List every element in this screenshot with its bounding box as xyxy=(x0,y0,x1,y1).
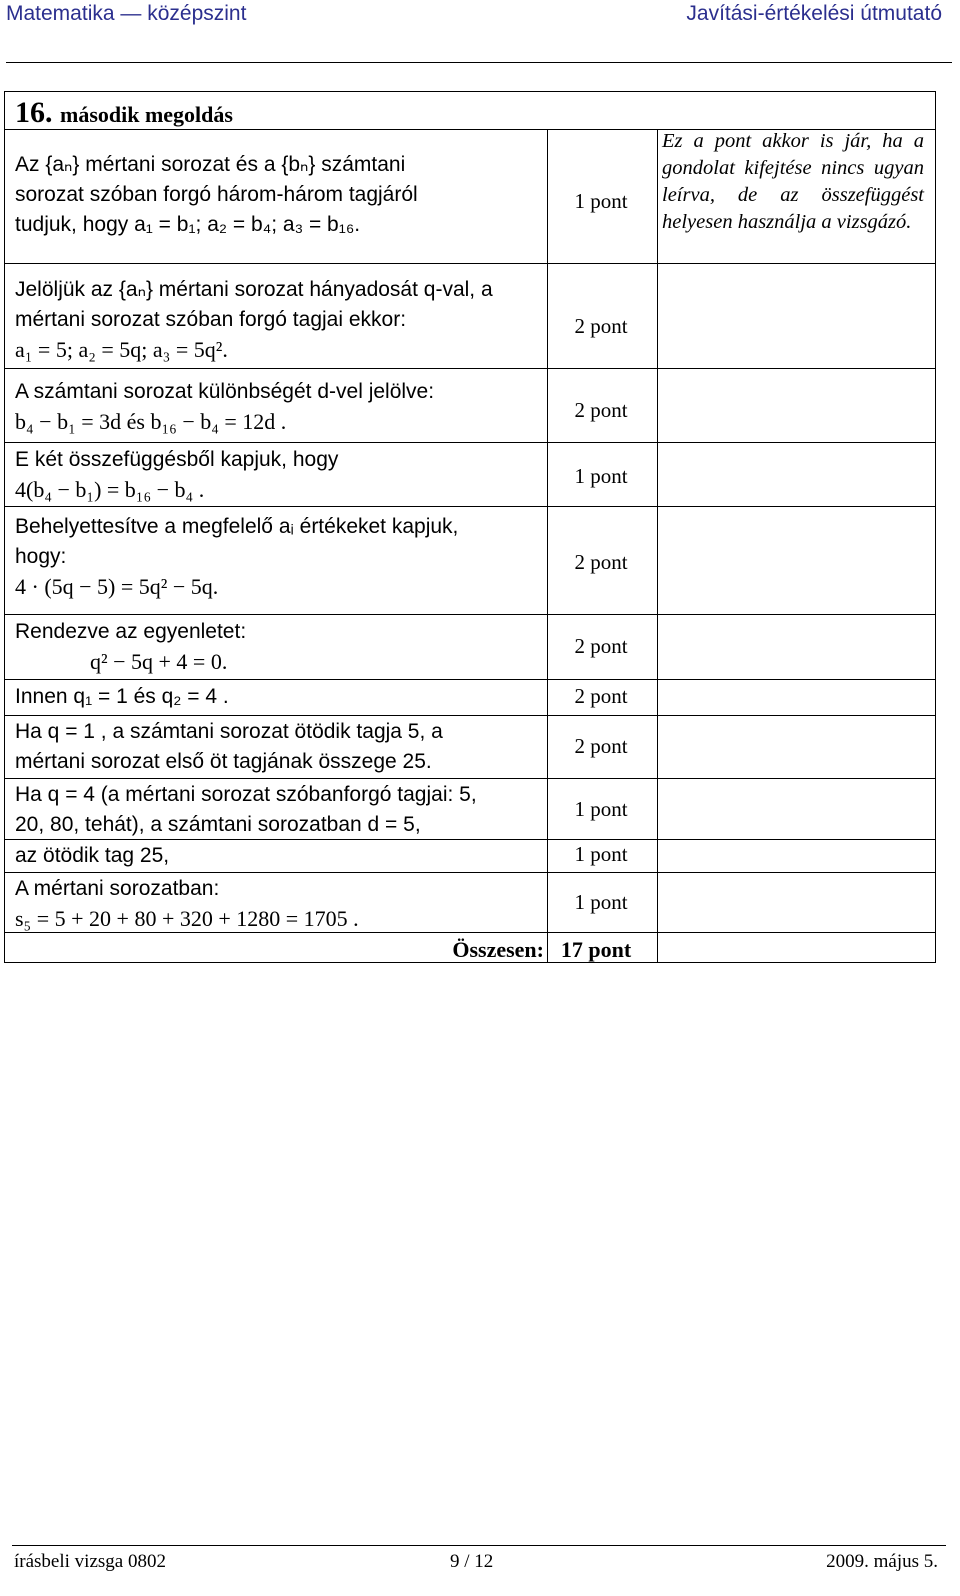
row-divider xyxy=(5,506,935,507)
step-points: 2 pont xyxy=(574,634,628,658)
row-divider xyxy=(5,263,935,264)
row-divider xyxy=(5,872,935,873)
header-rule xyxy=(6,62,952,63)
header-subject: Matematika — középszint xyxy=(6,2,247,25)
step-points: 1 pont xyxy=(574,464,628,488)
row-divider xyxy=(5,368,935,369)
column-divider-2 xyxy=(657,129,658,962)
row-divider xyxy=(5,715,935,716)
footer-page-number: 9 / 12 xyxy=(450,1551,494,1572)
footer-exam-id: írásbeli vizsga 0802 xyxy=(14,1551,166,1572)
step-points: 2 pont xyxy=(574,684,628,708)
solution-step: Innen q₁ = 1 és q₂ = 4 . xyxy=(15,685,229,708)
row-divider xyxy=(5,778,935,779)
solution-step: Ha q = 1 , a számtani sorozat ötödik tagja 5, a mértani sorozat első öt tagjának összege 25. xyxy=(15,720,443,773)
step-points: 1 pont xyxy=(574,890,628,914)
footer-date: 2009. május 5. xyxy=(826,1551,938,1572)
footer-rule xyxy=(12,1545,946,1546)
step-points: 2 pont xyxy=(574,550,628,574)
grading-note: Ez a pont akkor is jár, ha a gondolat kifejtése nincs ugyan leírva, de az összefüggést helyesen használja a vizsgázó. xyxy=(662,130,924,233)
solution-step: az ötödik tag 25, xyxy=(15,844,170,867)
page-header xyxy=(0,0,960,46)
solution-step: Ha q = 4 (a mértani sorozat szóbanforgó tagjai: 5, 20, 80, tehát), a számtani sorozatban d = 5, xyxy=(15,783,477,836)
step-points: 1 pont xyxy=(574,189,628,213)
row-divider xyxy=(5,614,935,615)
step-points: 2 pont xyxy=(574,734,628,758)
step-points: 1 pont xyxy=(574,842,628,866)
solution-step: A számtani sorozat különbségét d-vel jelölve: b₄ − b₁ = 3d és b₁₆ − b₄ = 12d . xyxy=(15,380,435,434)
problem-title xyxy=(15,96,233,130)
row-divider xyxy=(5,679,935,680)
step-points: 1 pont xyxy=(574,797,628,821)
solution-step: Behelyettesítve a megfelelő aᵢ értékeket kapjuk, hogy: 4 · (5q − 5) = 5q² − 5q. xyxy=(15,515,459,599)
header-doc-type: Javítási-értékelési útmutató xyxy=(686,2,942,25)
solution-step: Az {aₙ} mértani sorozat és a {bₙ} számtani sorozat szóban forgó három-három tagjáról tudjuk, hogy a₁ = b₁; a₂ = b₄; a₃ = b₁₆. xyxy=(15,153,418,236)
row-divider xyxy=(5,442,935,443)
solution-step: Rendezve az egyenletet: q² − 5q + 4 = 0. xyxy=(15,620,247,674)
step-points: 2 pont xyxy=(574,314,628,338)
column-divider-1 xyxy=(547,129,548,962)
total-points: 17 pont xyxy=(560,937,632,962)
problem-number: 16. xyxy=(15,96,53,129)
solution-step: A mértani sorozatban: s₅ = 5 + 20 + 80 + 320 + 1280 = 1705 . xyxy=(15,877,359,931)
step-points: 2 pont xyxy=(574,398,628,422)
solution-step: E két összefüggésből kapjuk, hogy 4(b₄ − b₁) = b₁₆ − b₄ . xyxy=(15,448,339,502)
solution-step: Jelöljük az {aₙ} mértani sorozat hányadosát q-val, a mértani sorozat szóban forgó tagjai ekkor: a₁ = 5; a₂ = 5q; a₃ = 5q². xyxy=(15,278,493,362)
total-label: Összesen: xyxy=(452,937,544,962)
problem-subtitle: második megoldás xyxy=(60,102,233,127)
